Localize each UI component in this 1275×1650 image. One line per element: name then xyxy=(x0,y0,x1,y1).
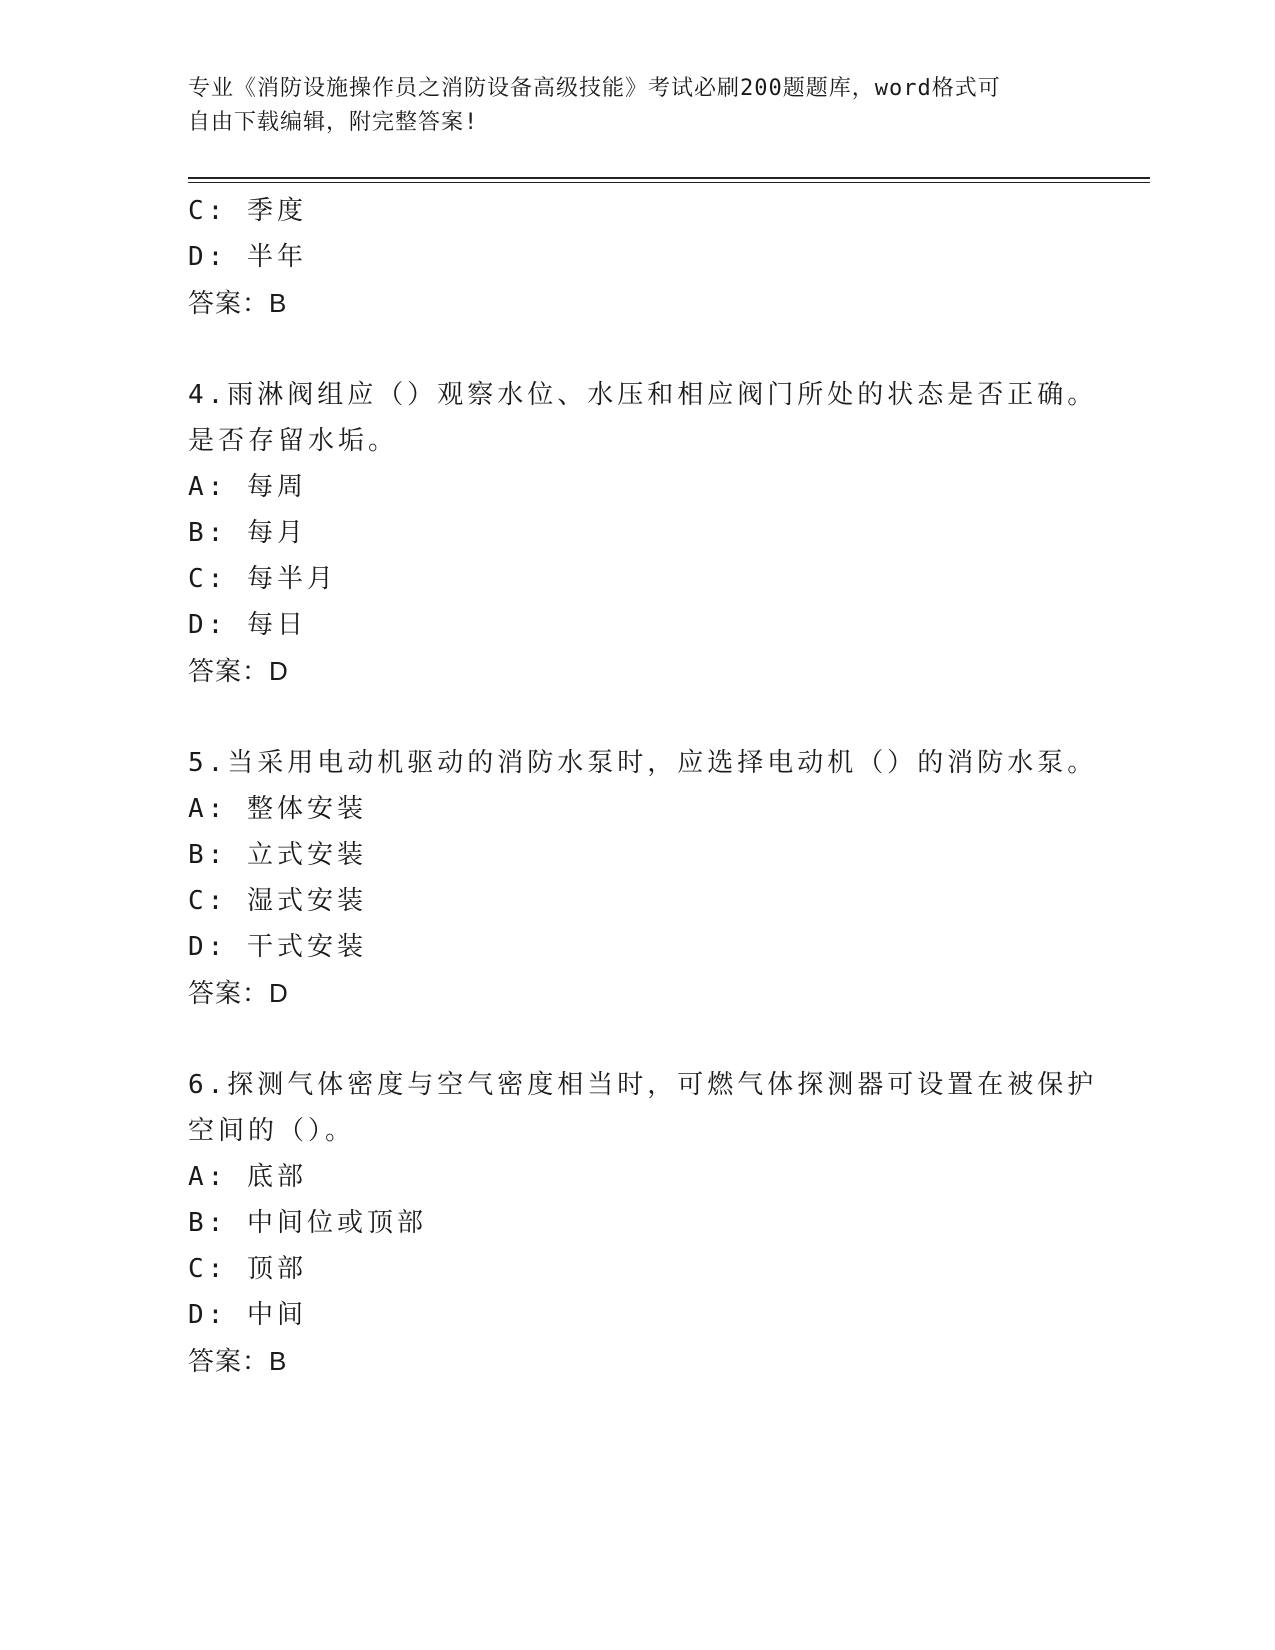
answer-line: 答案：B xyxy=(188,288,288,318)
document-header xyxy=(188,72,1068,140)
option-c: C: 季度 xyxy=(188,196,307,226)
question-4 xyxy=(188,372,1098,694)
question-list xyxy=(188,188,1098,1384)
option-a: A: 整体安装 xyxy=(188,794,367,824)
option-d: D: 中间 xyxy=(188,1300,307,1330)
option-d: D: 每日 xyxy=(188,610,307,640)
option-c: C: 每半月 xyxy=(188,564,337,594)
header-line-2: 自由下载编辑，附完整答案! xyxy=(188,110,479,135)
spacer xyxy=(188,694,1088,740)
question-6 xyxy=(188,1062,1098,1384)
question-stem: 5.当采用电动机驱动的消防水泵时，应选择电动机（）的消防水泵。 xyxy=(188,748,1098,778)
question-5 xyxy=(188,740,1098,1016)
header-divider-thick xyxy=(188,177,1150,179)
option-a: A: 每周 xyxy=(188,472,307,502)
option-b: B: 中间位或顶部 xyxy=(188,1208,427,1238)
option-b: B: 立式安装 xyxy=(188,840,367,870)
question-stem-continued: 空间的（）。 xyxy=(188,1116,356,1146)
spacer xyxy=(188,326,1088,372)
option-b: B: 每月 xyxy=(188,518,307,548)
question-stem: 4.雨淋阀组应（）观察水位、水压和相应阀门所处的状态是否正确。 xyxy=(188,380,1098,410)
option-d: D: 半年 xyxy=(188,242,307,272)
answer-line: 答案：D xyxy=(188,656,289,686)
question-3-tail xyxy=(188,188,1088,326)
header-line-1: 专业《消防设施操作员之消防设备高级技能》考试必刷200题题库，word格式可 xyxy=(188,76,1001,101)
option-c: C: 顶部 xyxy=(188,1254,307,1284)
answer-line: 答案：B xyxy=(188,1346,288,1376)
question-stem-continued: 是否存留水垢。 xyxy=(188,426,399,456)
option-c: C: 湿式安装 xyxy=(188,886,367,916)
header-divider-thin xyxy=(188,182,1150,183)
spacer xyxy=(188,1016,1088,1062)
option-a: A: 底部 xyxy=(188,1162,307,1192)
question-stem: 6.探测气体密度与空气密度相当时，可燃气体探测器可设置在被保护 xyxy=(188,1070,1098,1100)
option-d: D: 干式安装 xyxy=(188,932,367,962)
answer-line: 答案：D xyxy=(188,978,289,1008)
